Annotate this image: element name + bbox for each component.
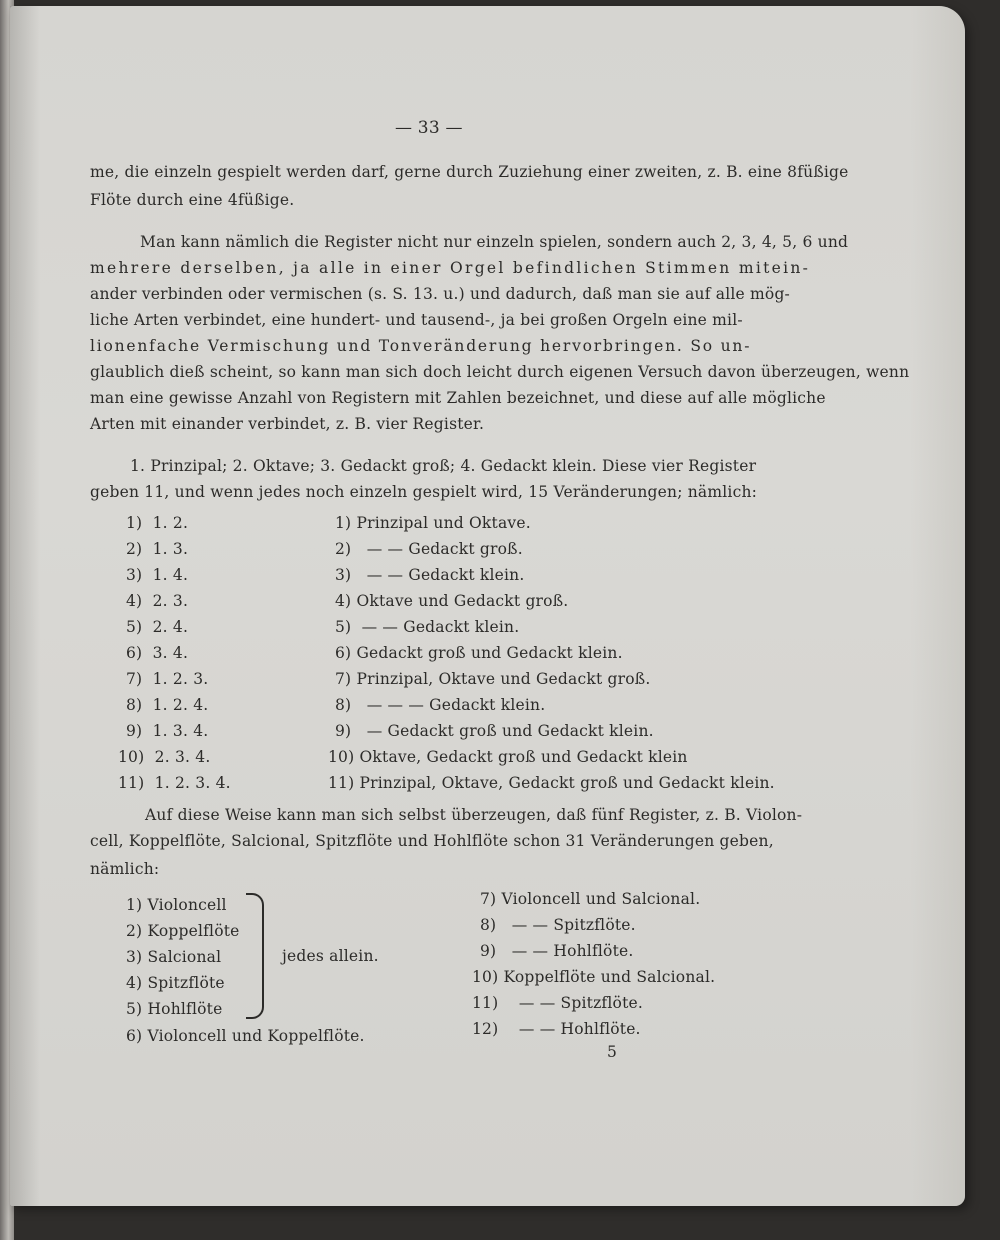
para2-line: man eine gewisse Anzahl von Registern mit Zahlen bezeichnet, und diese auf alle mögliche <box>90 389 826 407</box>
list-item: 4) Spitzflöte <box>126 974 225 992</box>
list-item: 4) Oktave und Gedackt groß. <box>335 592 569 610</box>
list-item: 10) Oktave, Gedackt groß und Gedackt klein <box>328 748 688 766</box>
list-item: 5) 2. 4. <box>126 618 189 636</box>
page-number: — 33 — <box>395 118 463 138</box>
para2-line: ander verbinden oder vermischen (s. S. 13. u.) und dadurch, daß man sie auf alle mög- <box>90 285 790 303</box>
list-item: 6) Violoncell und Koppelflöte. <box>126 1027 365 1045</box>
list-item: 8) — — Spitzflöte. <box>480 916 636 934</box>
list-item: 1) 1. 2. <box>126 514 189 532</box>
para3-line: 1. Prinzipal; 2. Oktave; 3. Gedackt groß; 4. Gedackt klein. Diese vier Register <box>130 457 757 475</box>
list-item: 7) Violoncell und Salcional. <box>480 890 701 908</box>
list-item: 11) Prinzipal, Oktave, Gedackt groß und Gedackt klein. <box>328 774 775 792</box>
list-item: 8) — — — Gedackt klein. <box>335 696 546 714</box>
list-item: 10) Koppelflöte und Salcional. <box>472 968 716 986</box>
list-item: 2) 1. 3. <box>126 540 189 558</box>
para4-line: nämlich: <box>90 860 160 878</box>
list-item: 8) 1. 2. 4. <box>126 696 209 714</box>
para2-line: Arten mit einander verbindet, z. B. vier Register. <box>90 415 485 433</box>
para2-line: liche Arten verbindet, eine hundert- und tausend-, ja bei großen Orgeln eine mil- <box>90 311 743 329</box>
list-item: 2) Koppelflöte <box>126 922 240 940</box>
list-item: 7) Prinzipal, Oktave und Gedackt groß. <box>335 670 651 688</box>
curly-brace <box>246 893 264 1019</box>
para2-line: Man kann nämlich die Register nicht nur einzeln spielen, sondern auch 2, 3, 4, 5, 6 und <box>140 233 849 251</box>
list-item: 5) — — Gedackt klein. <box>335 618 520 636</box>
para4-line: Auf diese Weise kann man sich selbst überzeugen, daß fünf Register, z. B. Violon- <box>145 806 803 824</box>
list-item: 3) — — Gedackt klein. <box>335 566 525 584</box>
para2-line: glaublich dieß scheint, so kann man sich doch leicht durch eigenen Versuch davon überzeugen, wenn <box>90 363 910 381</box>
list-item: 11) 1. 2. 3. 4. <box>118 774 231 792</box>
para1-line: Flöte durch eine 4füßige. <box>90 191 295 209</box>
list-item: 9) — — Hohlflöte. <box>480 942 634 960</box>
para2-line: lionenfache Vermischung und Tonveränderung hervorbringen. So un- <box>90 337 752 355</box>
list-item: 6) 3. 4. <box>126 644 189 662</box>
page-gutter-shadow <box>10 6 40 1206</box>
para1-line: me, die einzeln gespielt werden darf, gerne durch Zuziehung einer zweiten, z. B. eine 8füßige <box>90 163 849 181</box>
list-item: 4) 2. 3. <box>126 592 189 610</box>
list-item: 6) Gedackt groß und Gedackt klein. <box>335 644 623 662</box>
list-item: 12) — — Hohlflöte. <box>472 1020 641 1038</box>
para2-line: mehrere derselben, ja alle in einer Orgel befindlichen Stimmen mitein- <box>90 259 811 277</box>
brace-label: jedes allein. <box>282 947 379 965</box>
list-item: 5) Hohlflöte <box>126 1000 223 1018</box>
list-item: 10) 2. 3. 4. <box>118 748 211 766</box>
list-item: 3) 1. 4. <box>126 566 189 584</box>
list-item: 11) — — Spitzflöte. <box>472 994 643 1012</box>
list-item: 2) — — Gedackt groß. <box>335 540 523 558</box>
signature-mark: 5 <box>607 1043 618 1061</box>
list-item: 1) Prinzipal und Oktave. <box>335 514 531 532</box>
list-item: 3) Salcional <box>126 948 222 966</box>
list-item: 1) Violoncell <box>126 896 227 914</box>
list-item: 9) 1. 3. 4. <box>126 722 209 740</box>
list-item: 7) 1. 2. 3. <box>126 670 209 688</box>
para3-line: geben 11, und wenn jedes noch einzeln gespielt wird, 15 Veränderungen; nämlich: <box>90 483 758 501</box>
list-item: 9) — Gedackt groß und Gedackt klein. <box>335 722 654 740</box>
para4-line: cell, Koppelflöte, Salcional, Spitzflöte und Hohlflöte schon 31 Veränderungen geben, <box>90 832 774 850</box>
